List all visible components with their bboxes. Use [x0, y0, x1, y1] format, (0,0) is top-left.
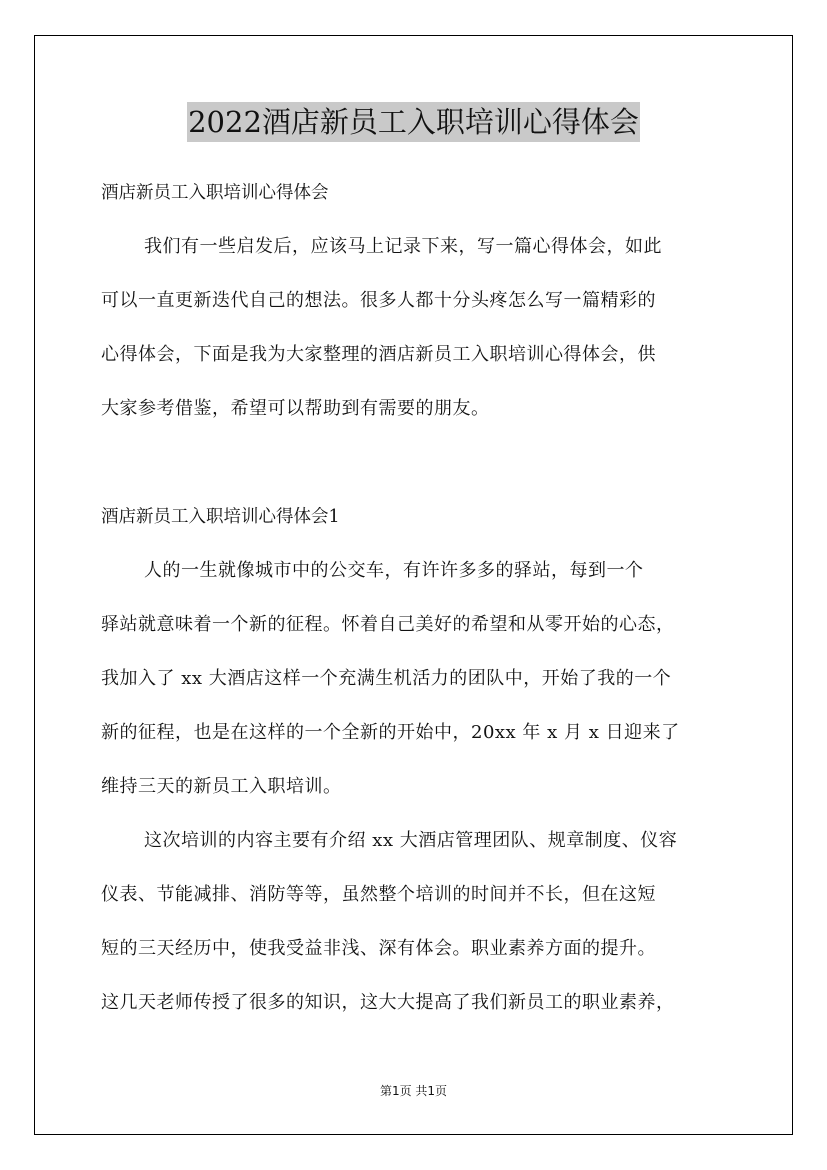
paragraph-line: 人的一生就像城市中的公交车，有许许多多的驿站，每到一个	[144, 560, 644, 581]
section-heading: 酒店新员工入职培训心得体会1	[101, 507, 340, 527]
document-title: 2022酒店新员工入职培训心得体会	[187, 102, 640, 142]
intro-paragraph	[101, 220, 731, 436]
body-paragraph-2	[101, 814, 731, 1030]
paragraph-line: 这几天老师传授了很多的知识，这大大提高了我们新员工的职业素养，	[101, 992, 675, 1013]
paragraph-line: 仪表、节能减排、消防等等，虽然整个培训的时间并不长，但在这短	[101, 884, 656, 905]
paragraph-line: 短的三天经历中，使我受益非浅、深有体会。职业素养方面的提升。	[101, 938, 656, 959]
body-paragraph-1	[101, 544, 731, 814]
page-number-footer: 第1页 共1页	[379, 1084, 448, 1098]
paragraph-line: 这次培训的内容主要有介绍 xx 大酒店管理团队、规章制度、仪容	[144, 830, 678, 851]
paragraph-gap	[101, 436, 731, 490]
paragraph-line: 维持三天的新员工入职培训。	[101, 776, 342, 797]
document-body	[101, 166, 731, 1030]
intro-line: 我们有一些启发后，应该马上记录下来，写一篇心得体会，如此	[144, 236, 662, 257]
document-subtitle: 酒店新员工入职培训心得体会	[101, 183, 329, 203]
paragraph-line: 我加入了 xx 大酒店这样一个充满生机活力的团队中，开始了我的一个	[101, 668, 672, 689]
intro-line: 大家参考借鉴，希望可以帮助到有需要的朋友。	[101, 398, 490, 419]
paragraph-line: 新的征程，也是在这样的一个全新的开始中，20xx 年 x 月 x 日迎来了	[101, 722, 680, 743]
intro-line: 可以一直更新迭代自己的想法。很多人都十分头疼怎么写一篇精彩的	[101, 290, 656, 311]
title-container	[0, 102, 827, 142]
paragraph-line: 驿站就意味着一个新的征程。怀着自己美好的希望和从零开始的心态，	[101, 614, 675, 635]
intro-line: 心得体会，下面是我为大家整理的酒店新员工入职培训心得体会，供	[101, 344, 656, 365]
